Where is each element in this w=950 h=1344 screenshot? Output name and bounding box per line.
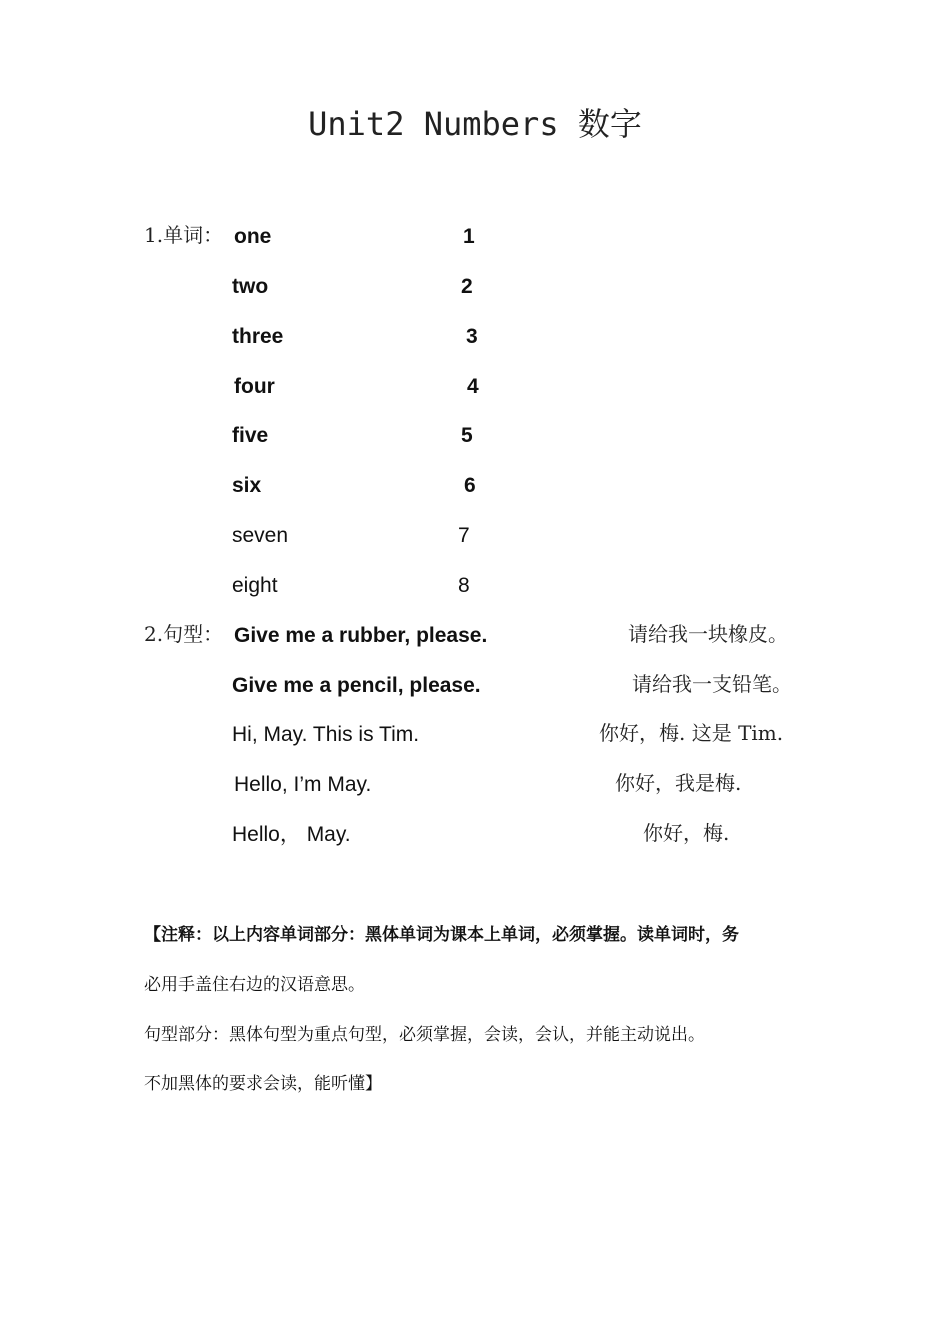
sentence-english: Hi, May. This is Tim. <box>232 723 420 746</box>
vocab-word: eight <box>232 574 278 597</box>
note-line: 句型部分：黑体句型为重点句型，必须掌握，会读，会认，并能主动说出。 <box>144 1025 705 1045</box>
sentence-english: Hello， May. <box>232 823 351 846</box>
sentence-chinese: 请给我一支铅笔。 <box>632 672 792 696</box>
vocab-number: 7 <box>458 524 470 547</box>
sentence-chinese: 你好，梅. <box>643 821 730 845</box>
vocab-word: four <box>234 375 275 398</box>
sentence-section-label: 2.句型： <box>144 622 224 646</box>
vocab-word: six <box>232 474 262 497</box>
vocab-number: 5 <box>461 424 473 447</box>
sentence-chinese: 你好，梅. 这是 Tim. <box>599 721 784 745</box>
note-line: 不加黑体的要求会读，能听懂】 <box>144 1074 382 1094</box>
sentence-chinese: 你好，我是梅. <box>615 771 742 795</box>
vocab-word: seven <box>232 524 289 547</box>
note-line: 必用手盖住右边的汉语意思。 <box>144 975 365 995</box>
vocab-number: 4 <box>467 375 479 398</box>
vocab-word: five <box>232 424 269 447</box>
sentence-english: Give me a pencil, please. <box>232 674 481 697</box>
page-title: Unit2 Numbers 数字 <box>308 105 642 143</box>
note-line: 【注释：以上内容单词部分：黑体单词为课本上单词，必须掌握。读单词时，务 <box>144 925 739 945</box>
sentence-english: Give me a rubber, please. <box>234 624 488 647</box>
sentence-chinese: 请给我一块橡皮。 <box>628 622 788 646</box>
vocab-word: two <box>232 275 269 298</box>
vocab-number: 1 <box>463 225 475 248</box>
vocab-word: three <box>232 325 284 348</box>
vocab-number: 2 <box>461 275 473 298</box>
vocab-section-label: 1.单词： <box>144 223 224 247</box>
vocab-number: 8 <box>458 574 470 597</box>
vocab-number: 6 <box>464 474 476 497</box>
vocab-word: one <box>234 225 272 248</box>
vocab-number: 3 <box>466 325 478 348</box>
sentence-english: Hello, I’m May. <box>234 773 372 796</box>
